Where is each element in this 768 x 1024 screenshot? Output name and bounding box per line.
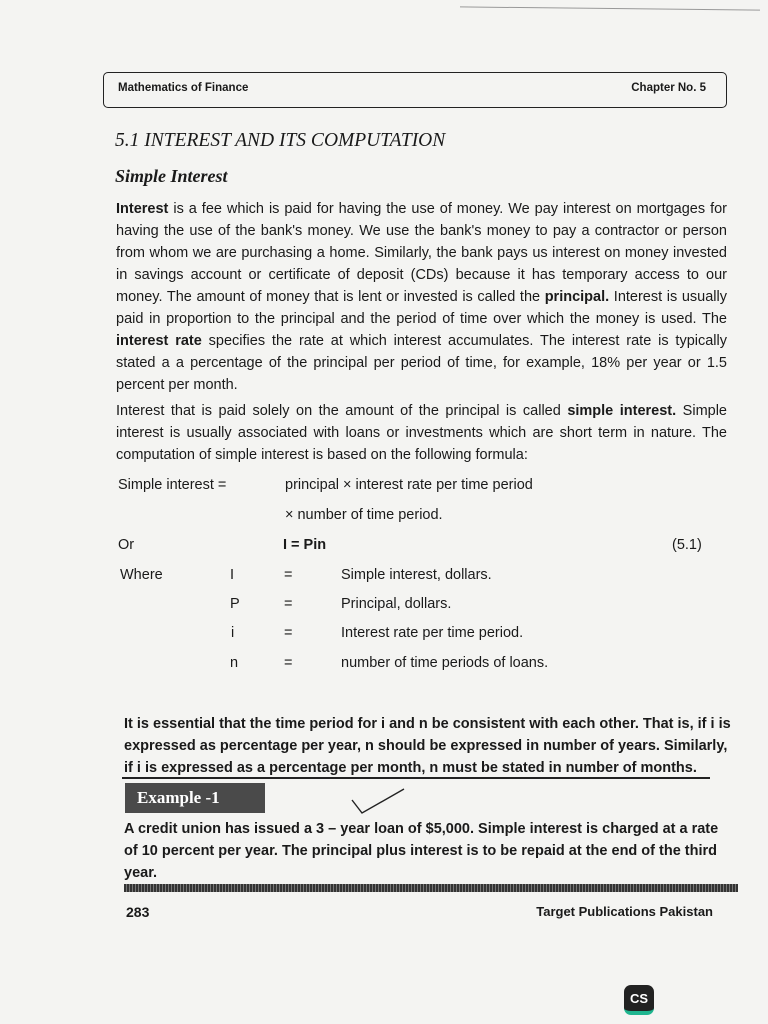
def-equals: = xyxy=(284,655,293,671)
where-label: Where xyxy=(120,567,163,583)
header-book-title: Mathematics of Finance xyxy=(118,82,249,94)
paragraph-simple-interest xyxy=(116,400,727,466)
divider-rule xyxy=(122,777,710,779)
text-run: specifies the rate at which interest accumulates. The interest rate is typically stated a a percentage of the principal per period of time, for example, 18% per year or 1.5 percent per month. xyxy=(116,333,727,393)
camscanner-logo: CS xyxy=(624,985,654,1015)
text-run: Simple interest is usually associated with loans or investments which are short term in nature. The computation of simple interest is based on the following formula: xyxy=(116,403,727,463)
def-text: Principal, dollars. xyxy=(341,596,452,612)
text-run: Interest that is paid solely on the amount of the principal is called xyxy=(116,403,568,419)
term-principal: principal. xyxy=(544,289,610,305)
footer-band xyxy=(124,884,738,892)
paragraph-interest-definition xyxy=(116,198,727,396)
example-text: A credit union has issued a 3 – year loan of $5,000. Simple interest is charged at a rate of 10 percent per year. The principal plus interest is to be repaid at the end of the third year. xyxy=(124,821,719,881)
running-header xyxy=(103,72,727,108)
section-title: 5.1 INTEREST AND ITS COMPUTATION xyxy=(115,130,446,151)
def-symbol: n xyxy=(230,655,239,671)
def-symbol: i xyxy=(231,625,235,641)
checkmark-icon xyxy=(350,786,406,816)
text-run: Interest is usually paid in proportion to the principal and the period of time over which the money is used. The xyxy=(116,289,727,327)
term-interest: Interest xyxy=(116,201,169,217)
formula-line-2: × number of time period. xyxy=(285,507,443,523)
subsection-title: Simple Interest xyxy=(115,166,228,186)
term-interest-rate: interest rate xyxy=(116,333,202,349)
publisher-name: Target Publications Pakistan xyxy=(536,904,713,919)
text-run: is a fee which is paid for having the use of money. We pay interest on mortgages for having the use of the bank's money. We use the bank's money to pay a contractor or person from whom we are purchasing a home. Similarly, the bank pays us interest on money invested in savings account or certificate of deposit (CDs) because it has temporary access to our money. The amount of money that is lent or invested is called the xyxy=(116,201,727,305)
page-number: 283 xyxy=(126,904,150,920)
header-chapter: Chapter No. 5 xyxy=(631,82,706,94)
def-text: number of time periods of loans. xyxy=(341,655,549,671)
def-equals: = xyxy=(284,567,293,583)
def-text: Simple interest, dollars. xyxy=(341,567,492,583)
example-label: Example -1 xyxy=(125,783,265,813)
def-equals: = xyxy=(284,625,293,641)
consistency-note: It is essential that the time period for i and n be consistent with each other. That is, if i is expressed as percentage per year, n should be expressed in number of years. Similarly, if i is expressed as a percentage per month, n must be stated in number of months. xyxy=(124,716,731,776)
def-equals: = xyxy=(284,596,293,612)
def-symbol: I xyxy=(230,567,235,583)
formula-label: Simple interest = xyxy=(118,477,227,493)
formula-equation: I = Pin xyxy=(283,537,327,553)
def-text: Interest rate per time period. xyxy=(341,625,524,641)
formula-line-1: principal × interest rate per time period xyxy=(285,477,533,493)
term-simple-interest: simple interest. xyxy=(567,403,677,419)
equation-number: (5.1) xyxy=(672,537,702,553)
formula-or: Or xyxy=(118,537,135,553)
scan-artifact-line xyxy=(460,6,760,10)
def-symbol: P xyxy=(230,596,240,612)
